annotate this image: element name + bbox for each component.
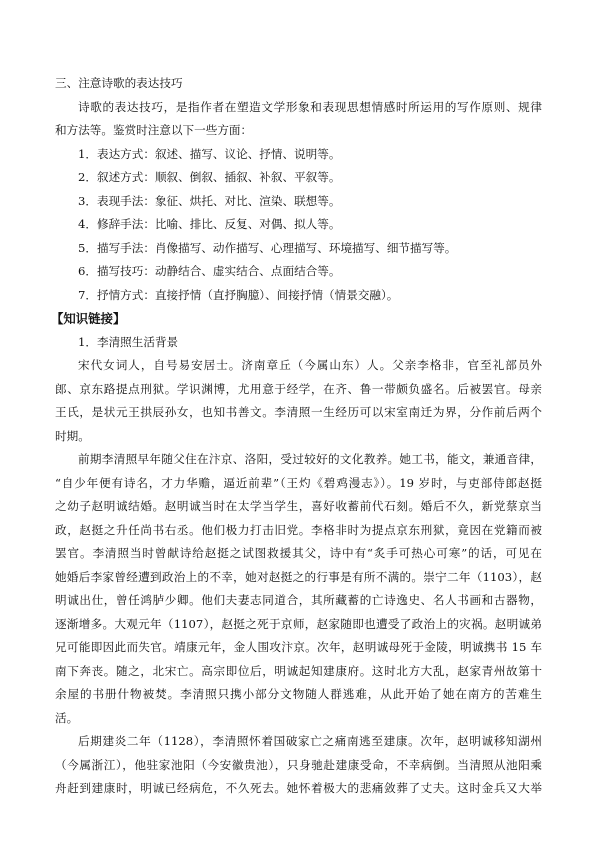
- background-paragraph-1: [55, 354, 542, 448]
- intro-paragraph: [55, 96, 542, 143]
- list-item: 5．描写手法：肖像描写、动作描写、心理描写、环境描写、细节描写等。: [78, 240, 457, 255]
- text-line: 王氏，是状元王拱辰孙女，也知书善文。李清照一生经历可以宋室南迁为界，分作前后两个: [55, 405, 542, 419]
- text-line: 和方法等。鉴赏时注意以下一些方面：: [55, 123, 253, 137]
- text-line: 政，赵挺之升任尚书右丞。他们极力打击旧党。李格非时为提点京东刑狱，竟因在党籍而被: [55, 522, 542, 537]
- background-paragraph-2: [55, 448, 542, 730]
- text-line: 南下奔丧。随之，北宋亡。高宗即位后，明诚起知建康府。这时北方大乱，赵家青州故第十: [55, 663, 542, 678]
- list-item: 4．修辞手法：比喻、排比、反复、对偶、拟人等。: [78, 217, 341, 231]
- text-line: 前期李清照早年随父住在汴京、洛阳，受过较好的文化教养。她工书，能文，兼通音律，: [78, 452, 542, 466]
- text-line: 诗歌的表达技巧，是指作者在塑造文学形象和表现思想情感时所运用的写作原则、规律: [78, 99, 542, 114]
- list-item: 6．描写技巧：动静结合、虚实结合、点面结合等。: [78, 264, 341, 278]
- background-paragraph-3: [55, 730, 542, 801]
- text-line: 余屋的书册什物被焚。李清照只携小部分文物随人群逃难，从此开始了她在南方的苦难生: [55, 687, 542, 701]
- text-line: 舟赶到建康时，明诚已经病危，不久死去。她怀着极大的悲痛敛葬了丈夫。这时金兵又大举: [55, 781, 542, 795]
- text-line: 郎、京东路提点刑狱。学识渊博，尤用意于经学，在齐、鲁一带颇负盛名。后被罢官。母亲: [55, 381, 542, 396]
- text-line: 宋代女词人，自号易安居士。济南章丘（今属山东）人。父亲李格非，官至礼部员外: [78, 358, 542, 372]
- list-item: 1．表达方式：叙述、描写、议论、抒情、说明等。: [78, 146, 341, 161]
- text-line: “自少年便有诗名，才力华赡，逼近前辈”（王灼《碧鸡漫志》）。19 岁时，与吏部侍郎赵挺: [55, 475, 542, 490]
- knowledge-link-heading: 【知识链接】: [51, 311, 126, 326]
- section-heading: 三、注意诗歌的表达技巧: [55, 76, 183, 90]
- text-line: 明诚出仕，曾任鸿胪少卿。他们夫妻志同道合，其所藏蓄的亡诗逸史、名人书画和古器物，: [55, 593, 542, 607]
- text-line: （今属浙江），他驻家池阳（今安徽贵池），只身驰赴建康受命，不幸病倒。当清照从池阳乘: [55, 757, 542, 772]
- text-line: 后期建炎二年（1128），李清照怀着国破家亡之痛南逃至建康。次年，赵明诚移知湖州: [78, 734, 542, 748]
- text-line: 逐渐增多。大观元年（1107），赵挺之死于京师，赵家随即也遭受了政治上的灾祸。赵明诚弟: [55, 616, 542, 631]
- technique-list: [55, 143, 542, 308]
- text-line: 活。: [55, 710, 79, 725]
- list-item: 2．叙述方式：顺叙、倒叙、插叙、补叙、平叙等。: [78, 170, 341, 184]
- list-item: 3．表现手法：象征、烘托、对比、渲染、联想等。: [78, 193, 341, 208]
- list-item: 7．抒情方式：直接抒情（直抒胸臆）、间接抒情（情景交融）。: [78, 287, 399, 302]
- text-line: 她婚后李家曾经遭到政治上的不幸，她对赵挺之的行事是有所不满的。崇宁二年（1103），赵: [55, 569, 542, 584]
- document-body: [51, 72, 542, 801]
- text-line: 罢官。李清照当时曾献诗给赵挺之试图救援其父，诗中有“炙手可热心可寒”的话，可见在: [55, 546, 542, 560]
- text-line: 时期。: [55, 428, 90, 443]
- subsection-title: 1．李清照生活背景: [78, 334, 179, 349]
- text-line: 兄可能即因此而失官。靖康元年，金人围攻汴京。次年，赵明诚母死于金陵，明诚携书 15 车: [55, 640, 542, 654]
- text-line: 之幼子赵明诚结婚。赵明诚当时在太学当学生，喜好收蓄前代石刻。婚后不久，新党蔡京当: [55, 499, 542, 513]
